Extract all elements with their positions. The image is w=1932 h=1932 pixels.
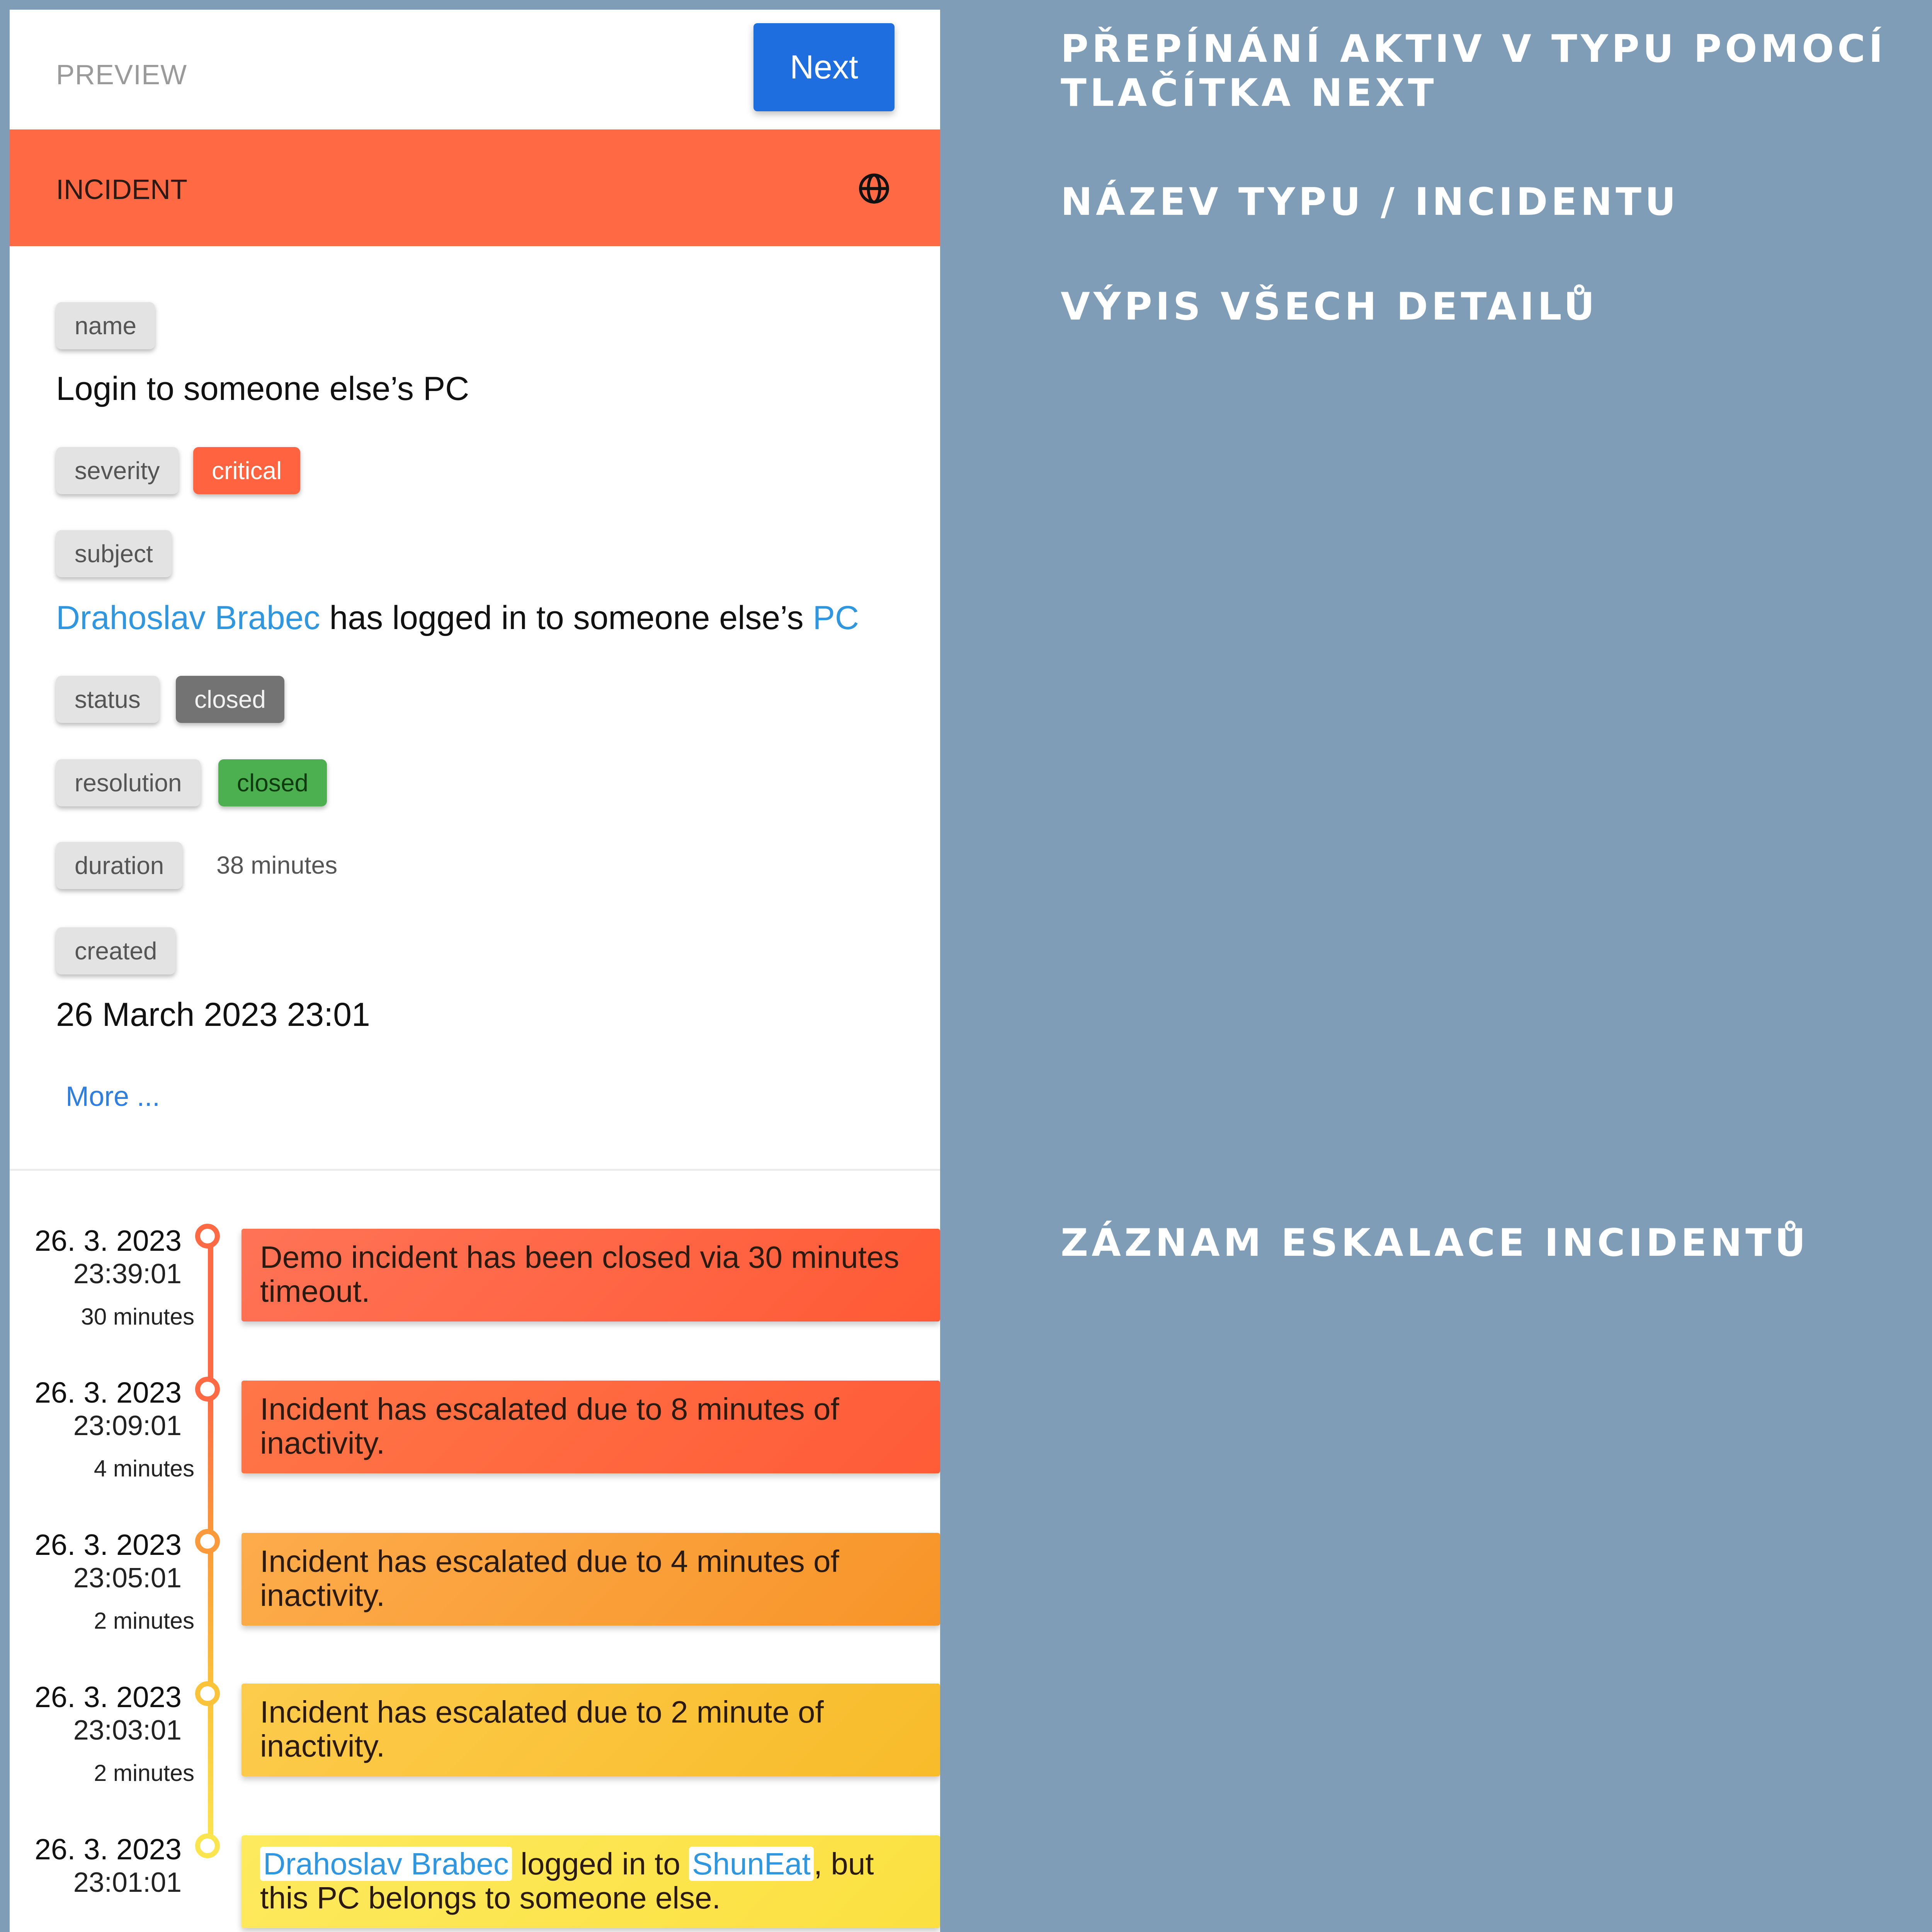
timeline-dot [195,1224,220,1248]
timeline-person-link[interactable]: Drahoslav Brabec [260,1847,512,1881]
timeline-event-card: Incident has escalated due to 8 minutes of inactivity. [242,1381,940,1473]
timeline-time: 23:01:01 [73,1867,182,1898]
timeline-duration: 2 minutes [94,1760,194,1786]
incident-type-title: INCIDENT [56,174,187,205]
timeline-date: 26. 3. 2023 [34,1225,182,1257]
duration-field-label: duration [56,842,182,889]
timeline-date: 26. 3. 2023 [34,1529,182,1561]
timeline-event-text: logged in to [512,1847,689,1881]
timeline-date: 26. 3. 2023 [34,1833,182,1866]
more-link[interactable]: More ... [66,1081,160,1112]
annotation-type-name: NÁZEV TYPU / INCIDENTU [1061,180,1679,224]
timeline-connector [208,1694,213,1847]
timeline-event-card: Incident has escalated due to 4 minutes of inactivity. [242,1533,940,1626]
preview-label: PREVIEW [56,60,187,90]
timeline-date: 26. 3. 2023 [34,1376,182,1409]
annotation-next-button: PŘEPÍNÁNÍ AKTIV V TYPU POMOCÍ TLAČÍTKA NEXT [1061,27,1886,115]
timeline-event-card: Demo incident has been closed via 30 minutes timeout. [242,1229,940,1321]
name-field-label: name [56,302,155,349]
subject-field-label: subject [56,530,172,577]
annotation-escalation-log: ZÁZNAM ESKALACE INCIDENTŮ [1061,1221,1809,1265]
timeline-time: 23:39:01 [73,1259,182,1289]
severity-badge: critical [193,447,300,494]
incident-preview-panel [10,10,940,1932]
timeline-duration: 2 minutes [94,1608,194,1634]
annotation-details-list: VÝPIS VŠECH DETAILŮ [1061,285,1598,329]
timeline-connector [208,1390,213,1542]
incident-details [10,246,940,1177]
incident-type-bar [10,129,940,246]
resolution-badge: closed [218,759,327,806]
globe-icon[interactable] [858,172,890,205]
timeline-device-link[interactable]: ShunEat [689,1847,814,1881]
subject-value [56,599,859,637]
timeline-date: 26. 3. 2023 [34,1681,182,1714]
timeline-time: 23:03:01 [73,1715,182,1746]
timeline-dot [195,1681,220,1706]
escalation-timeline [10,1180,940,1932]
timeline-duration: 4 minutes [94,1456,194,1481]
timeline-event-card: Incident has escalated due to 2 minute of inactivity. [242,1684,940,1776]
timeline-dot [195,1833,220,1858]
timeline-event-card [242,1835,940,1928]
subject-person-link[interactable]: Drahoslav Brabec [56,599,320,636]
timeline-connector [208,1542,213,1694]
timeline-time: 23:09:01 [73,1410,182,1441]
section-divider [10,1169,940,1171]
resolution-field-label: resolution [56,759,201,806]
timeline-connector [208,1236,213,1390]
timeline-dot [195,1529,220,1554]
severity-field-label: severity [56,447,179,494]
subject-device-link[interactable]: PC [813,599,859,636]
next-button[interactable]: Next [753,23,895,111]
timeline-dot [195,1377,220,1401]
preview-header [10,10,940,129]
status-field-label: status [56,676,159,723]
subject-text: has logged in to someone else’s [320,599,813,636]
timeline-duration: 30 minutes [81,1304,194,1330]
created-value: 26 March 2023 23:01 [56,996,370,1033]
timeline-time: 23:05:01 [73,1563,182,1594]
timeline-event-text: , but this PC belongs to someone else. [260,1847,874,1915]
duration-value: 38 minutes [216,851,338,879]
status-badge: closed [176,676,284,723]
name-value: Login to someone else’s PC [56,370,469,407]
created-field-label: created [56,927,175,975]
